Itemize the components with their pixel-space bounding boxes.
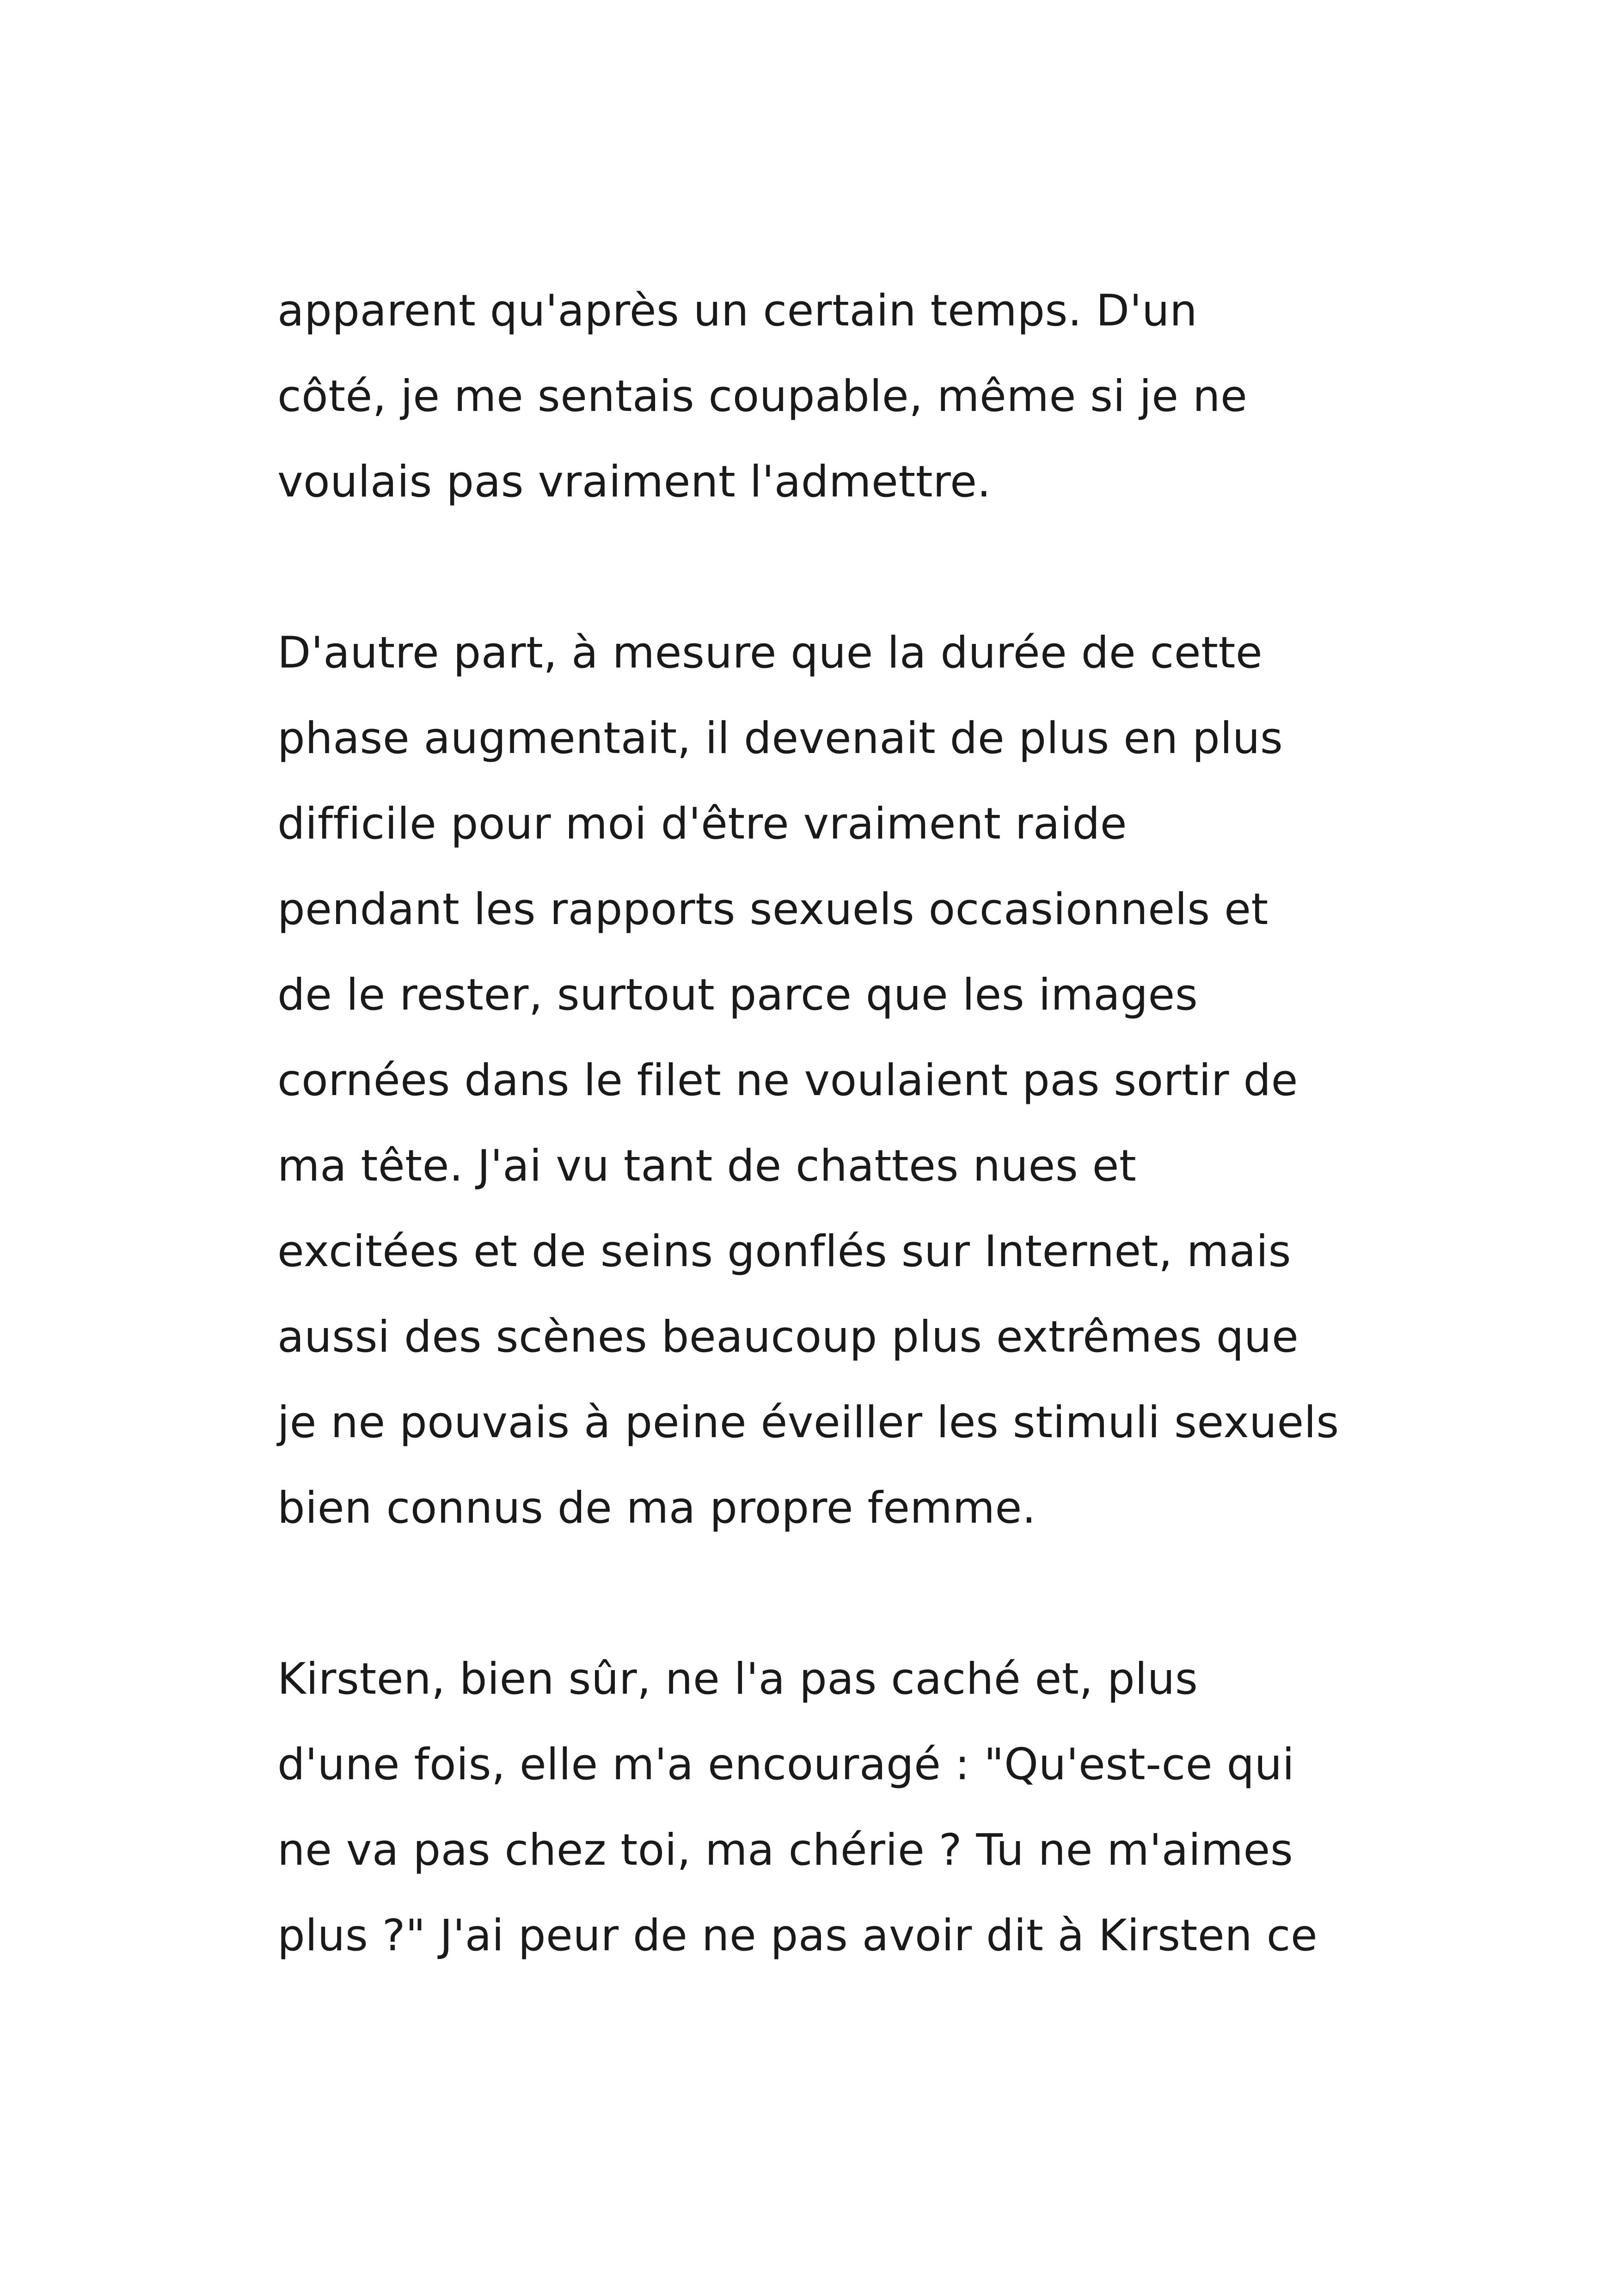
- text-line: difficile pour moi d'être vraiment raide: [277, 799, 1128, 849]
- paragraph-3: [277, 1636, 1364, 1978]
- text-line: d'une fois, elle m'a encouragé : "Qu'est-ce qui: [277, 1739, 1295, 1790]
- text-line: plus ?" J'ai peur de ne pas avoir dit à Kirsten ce: [277, 1910, 1318, 1961]
- text-line: ne va pas chez toi, ma chérie ? Tu ne m'aimes: [277, 1825, 1293, 1875]
- text-line: aussi des scènes beaucoup plus extrêmes que: [277, 1312, 1299, 1362]
- text-line: pendant les rapports sexuels occasionnels et: [277, 884, 1269, 935]
- text-line: voulais pas vraiment l'admettre.: [277, 457, 991, 507]
- text-line: excitées et de seins gonflés sur Internet, mais: [277, 1226, 1292, 1277]
- paragraph-2: [277, 610, 1364, 1551]
- text-line: de le rester, surtout parce que les images: [277, 970, 1198, 1020]
- text-line: apparent qu'après un certain temps. D'un: [277, 286, 1198, 336]
- text-line: je ne pouvais à peine éveiller les stimuli sexuels: [277, 1397, 1339, 1448]
- text-line: phase augmentait, il devenait de plus en plus: [277, 713, 1283, 764]
- text-line: cornées dans le filet ne voulaient pas sortir de: [277, 1055, 1298, 1106]
- paragraph-1: [277, 268, 1364, 525]
- text-line: D'autre part, à mesure que la durée de cette: [277, 628, 1263, 678]
- text-line: bien connus de ma propre femme.: [277, 1483, 1036, 1533]
- text-line: côté, je me sentais coupable, même si je ne: [277, 371, 1248, 422]
- text-line: ma tête. J'ai vu tant de chattes nues et: [277, 1141, 1137, 1191]
- text-line: Kirsten, bien sûr, ne l'a pas caché et, plus: [277, 1654, 1198, 1704]
